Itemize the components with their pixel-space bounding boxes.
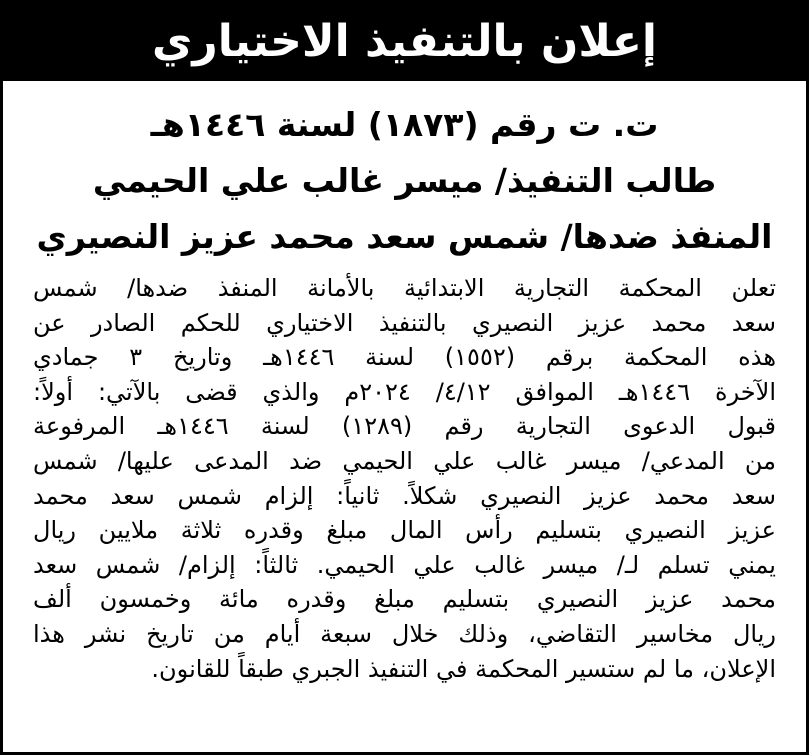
case-number-line: ت. ت رقم (١٨٧٣) لسنة ١٤٤٦هـ bbox=[150, 105, 659, 144]
notice-title: إعلان بالتنفيذ الاختياري bbox=[152, 16, 657, 67]
notice-title-banner bbox=[3, 3, 806, 81]
body-line: هذه المحكمة برقم (١٥٥٢) لسنة ١٤٤٦هـ وتاريخ ٣ جمادي bbox=[33, 343, 776, 372]
body-line: سعد محمد عزيز النصيري شكلاً. ثانياً: إلزام شمس سعد محمد bbox=[33, 481, 776, 510]
applicant-line: طالب التنفيذ/ ميسر غالب علي الحيمي bbox=[92, 161, 717, 200]
notice-headings bbox=[3, 81, 806, 265]
notice-body bbox=[3, 265, 806, 686]
body-line: عزيز النصيري بتسليم رأس المال مبلغ وقدره ثلاثة ملايين ريال bbox=[33, 516, 776, 545]
respondent-line: المنفذ ضدها/ شمس سعد محمد عزيز النصيري bbox=[36, 217, 773, 256]
body-line: قبول الدعوى التجارية رقم (١٢٨٩) لسنة ١٤٤٦هـ المرفوعة bbox=[33, 412, 776, 441]
body-line: تعلن المحكمة التجارية الابتدائية بالأمانة المنفذ ضدها/ شمس bbox=[33, 274, 776, 302]
body-line: الإعلان، ما لم ستسير المحكمة في التنفيذ الجبري طبقاً للقانون. bbox=[151, 654, 776, 683]
body-line: ريال مخاسير التقاضي، وذلك خلال سبعة أيام من تاريخ نشر هذا bbox=[33, 619, 776, 648]
body-line: الآخرة ١٤٤٦هـ الموافق ٤/١٢/ ٢٠٢٤م والذي قضى بالآتي: أولاً: bbox=[33, 377, 776, 406]
body-line: من المدعي/ ميسر غالب علي الحيمي ضد المدعى عليها/ شمس bbox=[33, 446, 776, 475]
body-line: يمني تسلم لـ/ ميسر غالب علي الحيمي. ثالثاً: إلزام/ شمس سعد bbox=[33, 550, 776, 579]
body-line: سعد محمد عزيز النصيري بالتنفيذ الاختياري للحكم الصادر عن bbox=[33, 308, 776, 337]
body-line: محمد عزيز النصيري بتسليم مبلغ وقدره مائة وخمسون ألف bbox=[33, 585, 776, 614]
